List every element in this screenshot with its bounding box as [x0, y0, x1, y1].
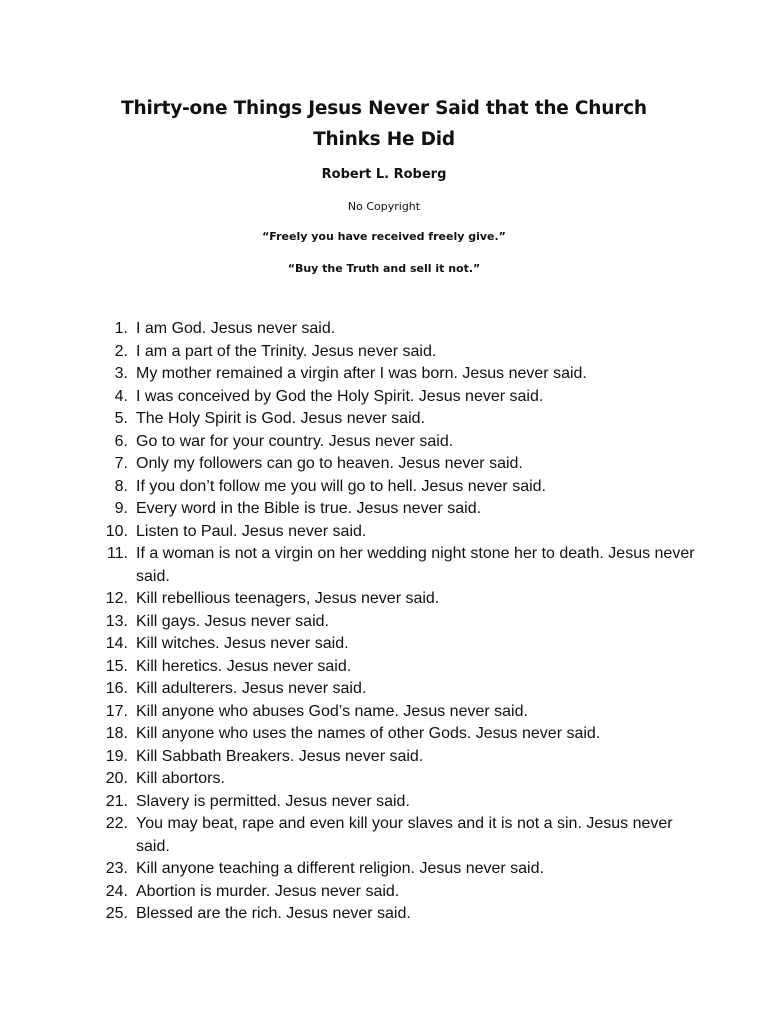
- list-item-number: 7.: [114, 455, 128, 472]
- document-title: Thirty-one Things Jesus Never Said that the Church Thinks He Did: [121, 98, 647, 150]
- list-item-text: Slavery is permitted. Jesus never said.: [136, 792, 410, 810]
- list-item: [100, 881, 700, 904]
- list-item: [100, 813, 700, 858]
- list-item-number: 5.: [114, 410, 128, 427]
- list-item-number: 19.: [105, 747, 128, 765]
- list-item-text: Kill anyone who abuses God’s name. Jesus never said.: [136, 702, 528, 720]
- list-item: [100, 791, 700, 814]
- list-item-text: You may beat, rape and even kill your slaves and it is not a sin. Jesus never said.: [136, 815, 673, 855]
- list-item: [100, 678, 700, 701]
- list-item: [100, 431, 700, 454]
- list-item: [100, 363, 700, 386]
- list-item-text: Only my followers can go to heaven. Jesus never said.: [136, 455, 523, 472]
- list-item-text: The Holy Spirit is God. Jesus never said.: [136, 410, 426, 427]
- list-item: [100, 723, 700, 746]
- list-item-number: 14.: [105, 635, 128, 652]
- list-item: [100, 903, 700, 926]
- list-item-text: Blessed are the rich. Jesus never said.: [136, 905, 411, 922]
- list-item-number: 17.: [105, 702, 128, 720]
- list-item: [100, 521, 700, 544]
- list-item-text: Kill adulterers. Jesus never said.: [136, 680, 367, 697]
- list-item: [100, 656, 700, 679]
- list-item-text: Kill anyone who uses the names of other Gods. Jesus never said.: [136, 725, 601, 742]
- list-item-text: Listen to Paul. Jesus never said.: [136, 522, 367, 540]
- list-item-number: 12.: [105, 590, 128, 607]
- list-item-text: Kill heretics. Jesus never said.: [136, 657, 352, 675]
- list-item: [100, 498, 700, 521]
- list-item-number: 21.: [105, 792, 128, 810]
- list-item-number: 13.: [105, 612, 128, 630]
- statement-list: [100, 318, 700, 926]
- list-item-text: Kill abortors.: [136, 770, 225, 787]
- quote-freely-give: “Freely you have received freely give.”: [262, 230, 506, 243]
- list-item-text: I am God. Jesus never said.: [136, 320, 336, 337]
- list-item-text: Kill rebellious teenagers, Jesus never said.: [136, 590, 440, 607]
- list-item-number: 23.: [105, 860, 128, 877]
- list-item-text: If a woman is not a virgin on her wedding night stone her to death. Jesus never said.: [136, 545, 695, 585]
- list-item: [100, 701, 700, 724]
- list-item-number: 8.: [114, 477, 128, 495]
- list-item-number: 1.: [114, 320, 128, 337]
- copyright-notice: No Copyright: [347, 200, 421, 213]
- list-item-number: 24.: [105, 882, 128, 900]
- list-item-text: Kill gays. Jesus never said.: [136, 612, 329, 630]
- list-item: [100, 768, 700, 791]
- list-item: [100, 341, 700, 364]
- list-item-text: Kill anyone teaching a different religion. Jesus never said.: [136, 860, 544, 877]
- list-item-text: I was conceived by God the Holy Spirit. Jesus never said.: [136, 387, 544, 405]
- list-item: [100, 453, 700, 476]
- list-item-number: 22.: [105, 815, 128, 832]
- list-item-number: 20.: [105, 770, 128, 787]
- list-item-number: 3.: [114, 365, 128, 382]
- list-item: [100, 611, 700, 634]
- list-item-number: 15.: [105, 657, 128, 675]
- list-item-text: Kill Sabbath Breakers. Jesus never said.: [136, 747, 424, 765]
- list-item-text: If you don’t follow me you will go to hell. Jesus never said.: [136, 477, 546, 495]
- list-item: [100, 408, 700, 431]
- list-item-number: 9.: [114, 500, 128, 517]
- list-item-text: Every word in the Bible is true. Jesus never said.: [136, 500, 482, 517]
- list-item-number: 4.: [114, 387, 128, 405]
- list-item: [100, 746, 700, 769]
- list-item: [100, 588, 700, 611]
- quote-buy-truth: “Buy the Truth and sell it not.”: [287, 262, 481, 275]
- list-item-number: 6.: [114, 432, 128, 450]
- list-item-number: 18.: [105, 725, 128, 742]
- list-item-number: 25.: [105, 905, 128, 922]
- list-item-number: 10.: [105, 522, 128, 540]
- list-item-text: My mother remained a virgin after I was born. Jesus never said.: [136, 365, 587, 382]
- list-item-number: 2.: [114, 342, 128, 360]
- list-item: [100, 858, 700, 881]
- list-item: [100, 386, 700, 409]
- list-item-text: I am a part of the Trinity. Jesus never said.: [136, 342, 437, 360]
- list-item-text: Abortion is murder. Jesus never said.: [136, 882, 400, 900]
- list-item: [100, 318, 700, 341]
- list-item-number: 11.: [106, 545, 128, 562]
- list-item: [100, 633, 700, 656]
- author-name: Robert L. Roberg: [321, 167, 447, 182]
- list-item-text: Go to war for your country. Jesus never said.: [136, 432, 454, 450]
- list-item-number: 16.: [105, 680, 128, 697]
- list-item: [100, 476, 700, 499]
- list-item-text: Kill witches. Jesus never said.: [136, 635, 349, 652]
- list-item: [100, 543, 700, 588]
